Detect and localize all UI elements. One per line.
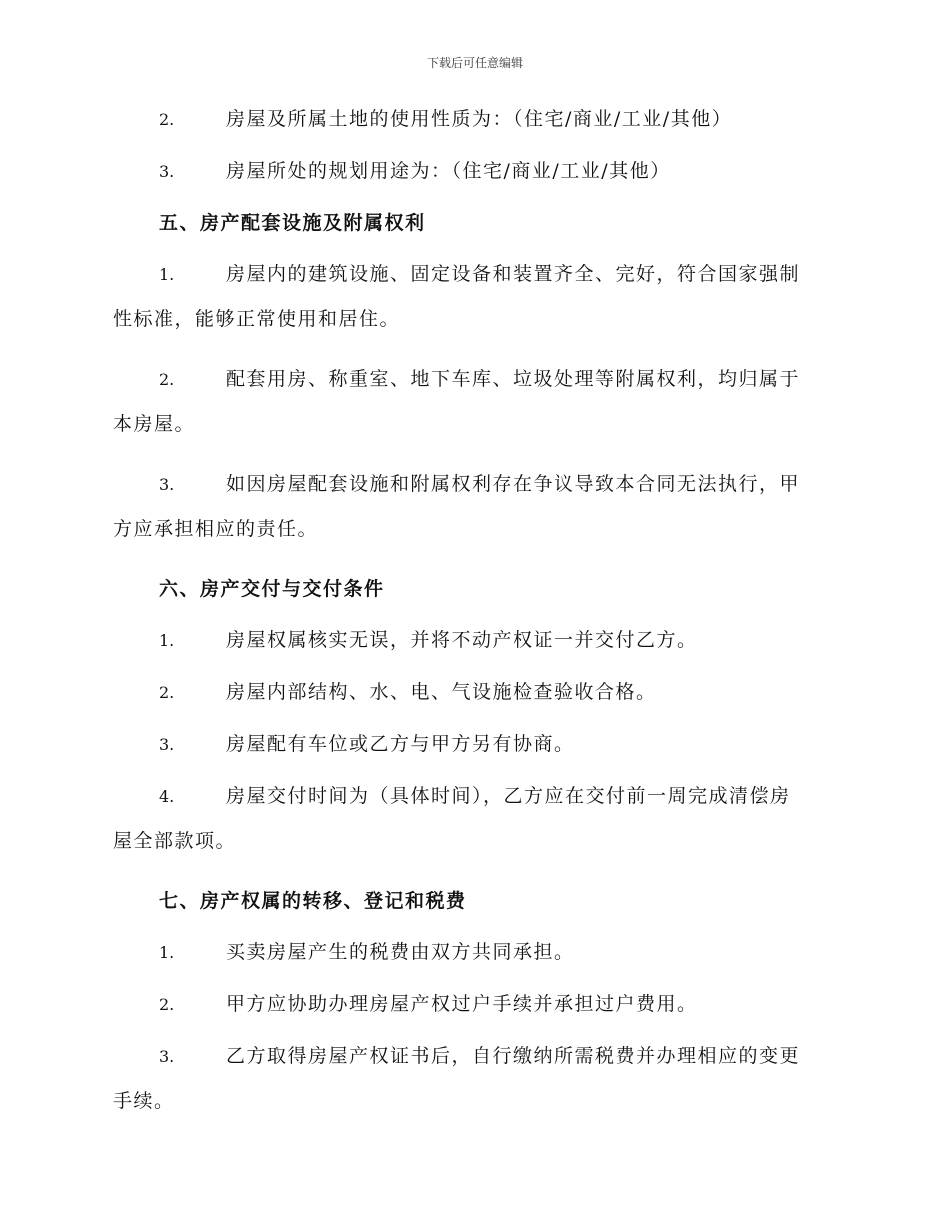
list-item-line <box>113 158 835 185</box>
list-item-line <box>113 357 835 402</box>
list-item-number: 3. <box>159 735 175 754</box>
list-item-text: 方应承担相应的责任。 <box>113 518 319 540</box>
list-item-line <box>113 819 835 863</box>
list-item-line <box>113 252 835 297</box>
list-item-line <box>113 297 835 341</box>
list-item-number: 1. <box>159 265 175 284</box>
list-item <box>113 731 835 758</box>
list-item-line <box>113 774 835 819</box>
list-item-text: 房屋内部结构、水、电、气设施检查验收合格。 <box>226 681 657 703</box>
list-item-text: 房屋配有车位或乙方与甲方另有协商。 <box>226 733 575 755</box>
list-item-text: 如因房屋配套设施和附属权利存在争议导致本合同无法执行，甲 <box>226 473 801 495</box>
list-item-text: 房屋及所属土地的使用性质为：（住宅/商业/工业/其他） <box>226 108 733 130</box>
list-item-line <box>113 627 835 654</box>
list-item <box>113 106 835 133</box>
list-item-line <box>113 679 835 706</box>
list-item-number: 3. <box>159 1047 175 1066</box>
list-item-number: 1. <box>159 943 175 962</box>
list-item-line <box>113 106 835 133</box>
list-item-text: 手续。 <box>113 1090 175 1112</box>
list-item-text: 房屋交付时间为（具体时间），乙方应在交付前一周完成清偿房 <box>226 785 791 807</box>
list-item-line <box>113 507 835 551</box>
list-item-line <box>113 1034 835 1079</box>
list-item-line <box>113 1079 835 1123</box>
list-item <box>113 774 835 863</box>
list-item-number: 3. <box>159 162 175 181</box>
list-item-number: 2. <box>159 110 175 129</box>
list-item-text: 买卖房屋产生的税费由双方共同承担。 <box>226 941 575 963</box>
list-item-line <box>113 462 835 507</box>
section-heading: 六、房产交付与交付条件 <box>159 578 385 600</box>
list-item <box>113 252 835 341</box>
list-item-text: 房屋所处的规划用途为：（住宅/商业/工业/其他） <box>226 160 671 182</box>
list-item-text: 屋全部款项。 <box>113 830 237 852</box>
list-item <box>113 991 835 1018</box>
list-item-line <box>113 731 835 758</box>
list-item-text: 本房屋。 <box>113 413 196 435</box>
list-item <box>113 357 835 446</box>
list-item <box>113 158 835 185</box>
list-item <box>113 462 835 551</box>
list-item-number: 1. <box>159 631 175 650</box>
list-item-number: 2. <box>159 683 175 702</box>
list-item-number: 2. <box>159 995 175 1014</box>
page-header: 下载后可任意编辑 <box>426 56 523 70</box>
list-item <box>113 939 835 966</box>
list-item <box>113 627 835 654</box>
list-item-text: 性标准，能够正常使用和居住。 <box>113 308 401 330</box>
list-item-line <box>113 991 835 1018</box>
section-heading: 七、房产权属的转移、登记和税费 <box>159 890 467 912</box>
section-heading: 五、房产配套设施及附属权利 <box>159 212 426 234</box>
list-item-line <box>113 939 835 966</box>
list-item <box>113 679 835 706</box>
document-body <box>113 106 835 1148</box>
list-item-text: 甲方应协助办理房屋产权过户手续并承担过户费用。 <box>226 993 698 1015</box>
list-item-number: 3. <box>159 475 175 494</box>
list-item-text: 房屋内的建筑设施、固定设备和装置齐全、完好，符合国家强制 <box>226 263 801 285</box>
list-item-text: 配套用房、称重室、地下车库、垃圾处理等附属权利，均归属于 <box>226 368 801 390</box>
list-item-line <box>113 402 835 446</box>
list-item-text: 房屋权属核实无误，并将不动产权证一并交付乙方。 <box>226 629 698 651</box>
list-item-number: 4. <box>159 787 175 806</box>
list-item <box>113 1034 835 1123</box>
list-item-number: 2. <box>159 370 175 389</box>
list-item-text: 乙方取得房屋产权证书后，自行缴纳所需税费并办理相应的变更 <box>226 1045 801 1067</box>
